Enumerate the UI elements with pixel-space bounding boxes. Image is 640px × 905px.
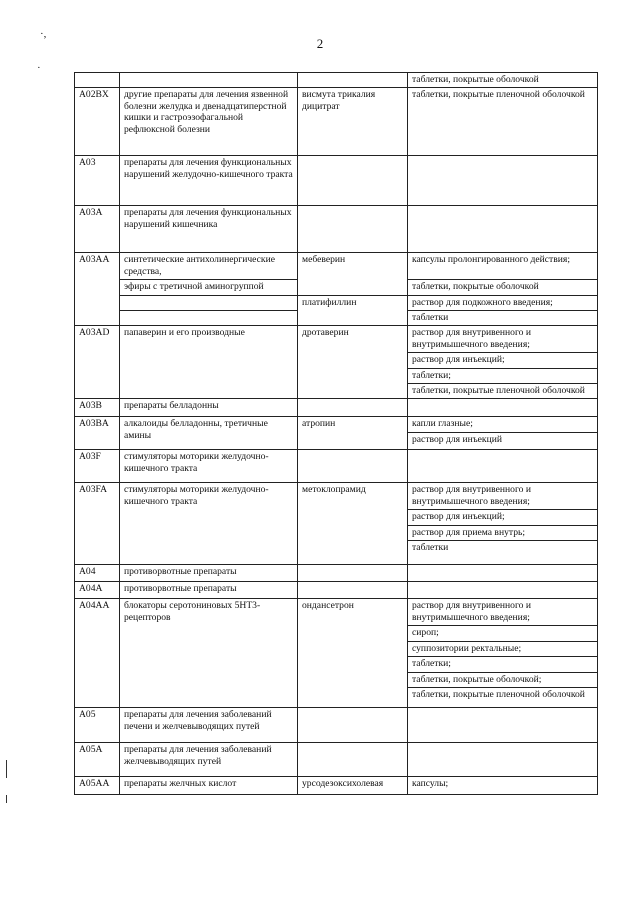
inn-cell: платифиллин (298, 295, 408, 326)
code-cell: A03F (75, 450, 120, 483)
inn-cell (298, 743, 408, 777)
inn-cell (298, 156, 408, 206)
dosage-form (408, 708, 597, 722)
dosage-form (408, 582, 597, 596)
code-cell: A05 (75, 708, 120, 743)
dosage-form: таблетки, покрытые пленочной оболочкой (412, 89, 585, 101)
dosage-forms-cell (408, 156, 598, 206)
class-name-cell: стимуляторы моторики желудочно-кишечного тракта (120, 483, 298, 565)
class-name-cell: препараты для лечения заболеваний печени и желчевыводящих путей (120, 708, 298, 743)
class-name-cell (120, 295, 298, 310)
code-cell: A03AD (75, 326, 120, 399)
dosage-forms-cell (408, 417, 598, 450)
dosage-form-cell: капсулы пролонгированного действия; (408, 253, 598, 280)
dosage-form: раствор для инъекций; (408, 510, 597, 525)
class-name-cell: стимуляторы моторики желудочно-кишечного тракта (120, 450, 298, 483)
code-cell: A03BA (75, 417, 120, 450)
dosage-form: таблетки (412, 542, 449, 554)
inn-cell (298, 206, 408, 253)
inn-cell (298, 708, 408, 743)
class-name-cell: препараты для лечения заболеваний желчевыводящих путей (120, 743, 298, 777)
table-row (75, 73, 598, 88)
dosage-form: раствор для инъекций; (408, 353, 597, 368)
dosage-form-cell: раствор для подкожного введения; (408, 295, 598, 310)
code-cell: A03 (75, 156, 120, 206)
dosage-forms-cell (408, 708, 598, 743)
dosage-form: таблетки; (408, 369, 597, 384)
dosage-form: раствор для внутривенного и внутримышечного введения; (408, 483, 597, 510)
code-cell: A05AA (75, 777, 120, 795)
dosage-forms-cell (408, 582, 598, 599)
dosage-forms-cell (408, 450, 598, 483)
class-name-cell: другие препараты для лечения язвенной болезни желудка и двенадцатиперстной кишки и гастроэзофагальной рефлюксной болезни (120, 88, 298, 156)
table-body (75, 73, 598, 795)
table-row (75, 708, 598, 743)
dosage-form (408, 565, 597, 579)
class-name-cell: противорвотные препараты (120, 565, 298, 582)
table-row (75, 88, 598, 156)
inn-cell: дротаверин (298, 326, 408, 399)
dosage-forms-cell (408, 777, 598, 795)
table-row (75, 399, 598, 417)
class-name-cell: препараты для лечения функциональных нарушений желудочно-кишечного тракта (120, 156, 298, 206)
code-cell: A03FA (75, 483, 120, 565)
dosage-form: капсулы; (412, 778, 449, 790)
inn-cell (298, 450, 408, 483)
table-row (75, 450, 598, 483)
dosage-form (408, 743, 597, 757)
class-name-cell: папаверин и его производные (120, 326, 298, 399)
dosage-forms-cell (408, 206, 598, 253)
code-cell: A03B (75, 399, 120, 417)
dosage-form: таблетки, покрытые пленочной оболочкой (412, 385, 585, 397)
dosage-forms-cell (408, 399, 598, 417)
code-cell (75, 73, 120, 88)
dosage-form-cell: таблетки (408, 311, 598, 326)
code-cell: A04A (75, 582, 120, 599)
dosage-form: сироп; (408, 626, 597, 641)
dosage-form: таблетки, покрытые оболочкой (412, 74, 539, 85)
margin-mark: ·, (40, 28, 47, 40)
inn-cell: ондансетрон (298, 599, 408, 708)
inn-cell (298, 399, 408, 417)
dosage-form: раствор для приема внутрь; (408, 526, 597, 541)
page-number: 2 (316, 36, 324, 51)
class-name-cell: препараты желчных кислот (120, 777, 298, 795)
dosage-forms-cell (408, 483, 598, 565)
dosage-form (408, 450, 597, 464)
dosage-form: суппозитории ректальные; (408, 642, 597, 657)
dosage-form-cell: таблетки, покрытые оболочкой (408, 280, 598, 295)
table-row (75, 599, 598, 708)
class-name-cell: эфиры с третичной аминогруппой (120, 280, 298, 295)
dosage-form (408, 399, 597, 413)
drug-classification-table (74, 72, 598, 795)
inn-cell: урсодезоксихолевая (298, 777, 408, 795)
inn-cell (298, 582, 408, 599)
code-cell: A02BX (75, 88, 120, 156)
scan-edge-mark (6, 795, 7, 803)
code-cell: A03AA (75, 253, 120, 326)
code-cell: A03A (75, 206, 120, 253)
table-row (75, 206, 598, 253)
margin-mark: · (37, 62, 41, 74)
inn-cell: мебеверин (298, 253, 408, 295)
table-row (75, 417, 598, 450)
table-row (75, 156, 598, 206)
dosage-form: раствор для инъекций (412, 433, 502, 445)
dosage-forms-cell (408, 743, 598, 777)
table-row (75, 582, 598, 599)
dosage-form: таблетки; (408, 657, 597, 672)
code-cell: A05A (75, 743, 120, 777)
dosage-forms-cell (408, 88, 598, 156)
class-name-cell: препараты для лечения функциональных нарушений кишечника (120, 206, 298, 253)
inn-cell: метоклопрамид (298, 483, 408, 565)
dosage-forms-cell (408, 599, 598, 708)
code-cell: A04AA (75, 599, 120, 708)
table-row (75, 295, 598, 310)
scan-edge-mark (6, 760, 7, 778)
inn-cell (298, 565, 408, 582)
dosage-form: таблетки, покрытые оболочкой; (408, 673, 597, 688)
dosage-form: капли глазные; (408, 417, 597, 432)
table-row (75, 743, 598, 777)
dosage-form (408, 206, 597, 220)
class-name-cell: блокаторы серотониновых 5HT3-рецепторов (120, 599, 298, 708)
table-row (75, 253, 598, 280)
inn-cell (298, 73, 408, 88)
dosage-forms-cell (408, 326, 598, 399)
class-name-cell (120, 73, 298, 88)
inn-cell: атропин (298, 417, 408, 450)
dosage-form: таблетки, покрытые пленочной оболочкой (412, 688, 585, 700)
class-name-cell (120, 311, 298, 326)
dosage-forms-cell (408, 73, 598, 88)
table-row (75, 777, 598, 795)
dosage-form: раствор для внутривенного и внутримышечного введения; (408, 599, 597, 626)
dosage-forms-cell (408, 565, 598, 582)
table-row (75, 565, 598, 582)
dosage-form (408, 156, 597, 170)
dosage-form: раствор для внутривенного и внутримышечного введения; (408, 326, 597, 353)
inn-cell: висмута трикалия дицитрат (298, 88, 408, 156)
code-cell: A04 (75, 565, 120, 582)
class-name-cell: препараты белладонны (120, 399, 298, 417)
table-row (75, 483, 598, 565)
table-row (75, 326, 598, 399)
class-name-cell: синтетические антихолинергические средства, (120, 253, 298, 280)
class-name-cell: алкалоиды белладонны, третичные амины (120, 417, 298, 450)
class-name-cell: противорвотные препараты (120, 582, 298, 599)
